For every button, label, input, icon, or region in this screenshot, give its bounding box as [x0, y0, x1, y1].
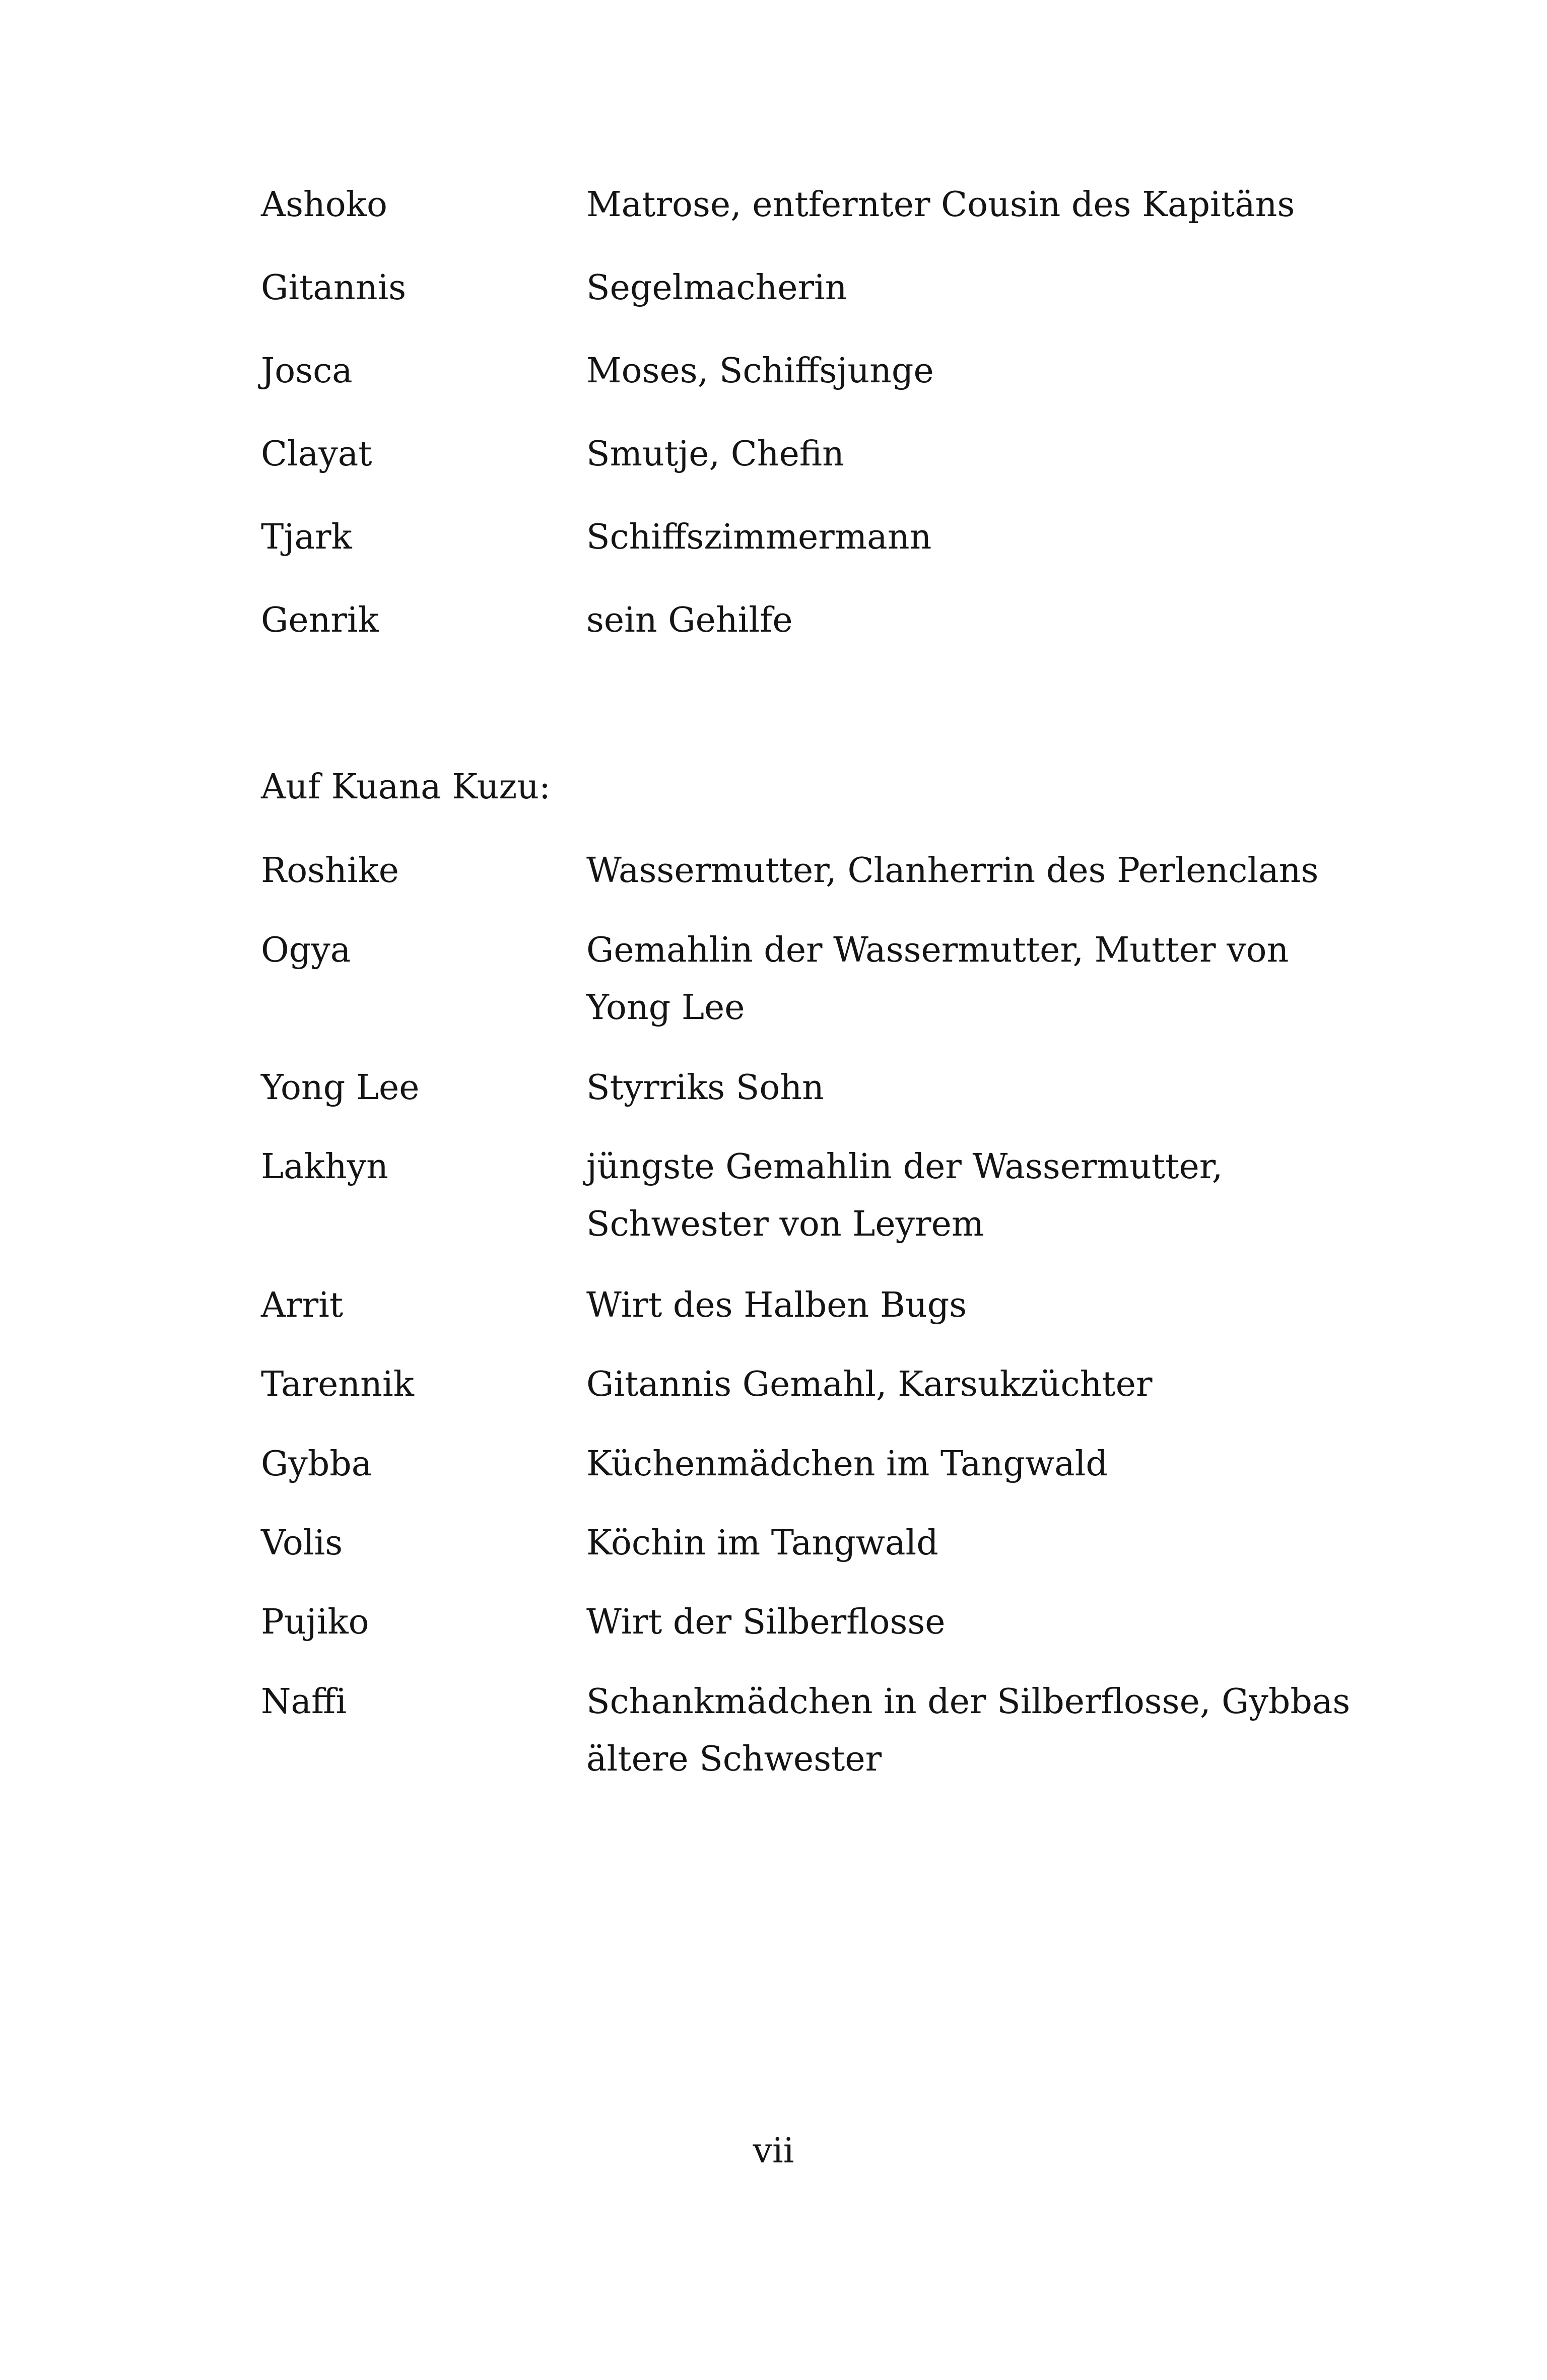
character-name: Lakhyn	[261, 1147, 388, 1187]
character-name: Josca	[261, 351, 353, 391]
character-name: Naffi	[261, 1682, 347, 1722]
character-role: Styrriks Sohn	[586, 1068, 824, 1108]
character-role: jüngste Gemahlin der Wassermutter, Schwester von Leyrem	[586, 1147, 1223, 1244]
character-role: Wirt des Halben Bugs	[586, 1285, 967, 1325]
character-role: Segelmacherin	[586, 268, 847, 308]
character-role: Schiffszimmermann	[586, 517, 932, 557]
character-name: Arrit	[261, 1285, 344, 1325]
character-name: Pujiko	[261, 1602, 369, 1642]
character-role: Matrose, entfernter Cousin des Kapitäns	[586, 185, 1295, 225]
character-name: Clayat	[261, 434, 372, 474]
character-role: Wirt der Silberflosse	[586, 1602, 946, 1642]
character-name: Tarennik	[261, 1365, 414, 1404]
character-name: Tjark	[261, 517, 352, 557]
character-role: Küchenmädchen im Tangwald	[586, 1444, 1108, 1484]
section-heading: Auf Kuana Kuzu:	[261, 767, 551, 807]
character-role: Schankmädchen in der Silberflosse, Gybbas ältere Schwester	[586, 1682, 1351, 1779]
character-name: Ogya	[261, 930, 351, 970]
character-name: Volis	[261, 1523, 343, 1563]
character-role: Smutje, Chefin	[586, 434, 844, 474]
character-role: sein Gehilfe	[586, 600, 793, 640]
character-name: Roshike	[261, 851, 399, 891]
character-role: Wassermutter, Clanherrin des Perlenclans	[586, 851, 1319, 891]
page-number: vii	[753, 2131, 794, 2171]
character-name: Gybba	[261, 1444, 372, 1484]
character-name: Ashoko	[261, 185, 387, 225]
character-role: Moses, Schiffsjunge	[586, 351, 934, 391]
character-name: Genrik	[261, 600, 379, 640]
character-role: Köchin im Tangwald	[586, 1523, 938, 1563]
character-name: Gitannis	[261, 268, 407, 308]
character-role: Gitannis Gemahl, Karsukzüchter	[586, 1365, 1153, 1404]
character-role: Gemahlin der Wassermutter, Mutter von Yong Lee	[586, 930, 1289, 1028]
character-name: Yong Lee	[261, 1068, 420, 1108]
